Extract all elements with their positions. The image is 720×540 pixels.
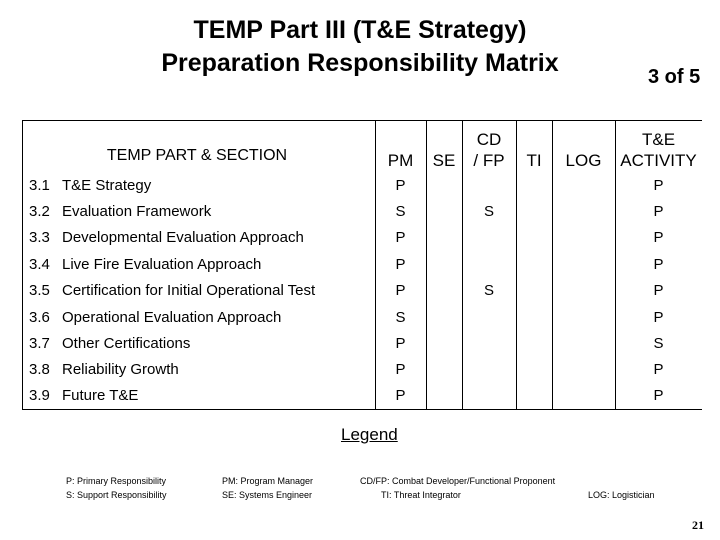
cell-te: P xyxy=(653,387,664,404)
section-number: 3.2 xyxy=(29,203,50,220)
header-cd-line-1: CD xyxy=(476,130,502,149)
cell-te: P xyxy=(653,203,664,220)
legend-support: S: Support Responsibility xyxy=(66,490,167,500)
page-title xyxy=(0,14,720,80)
section-label: Other Certifications xyxy=(62,335,191,352)
legend-systems-engineer: SE: Systems Engineer xyxy=(222,490,313,500)
header-te-line-2: ACTIVITY xyxy=(620,151,697,170)
table-row xyxy=(22,304,702,330)
cell-te: P xyxy=(653,309,664,326)
header-log xyxy=(552,121,615,171)
table-row xyxy=(22,172,702,198)
legend-program-manager: PM: Program Manager xyxy=(222,476,314,486)
cell-te: P xyxy=(653,177,664,194)
cell-pm: P xyxy=(395,256,406,273)
legend-combat-developer: CD/FP: Combat Developer/Functional Proponent xyxy=(360,476,556,486)
header-ti-label: TI xyxy=(526,151,542,170)
table-row xyxy=(22,382,702,408)
section-number: 3.5 xyxy=(29,282,50,299)
cell-te: P xyxy=(653,256,664,273)
table-row xyxy=(22,356,702,382)
header-section: TEMP PART & SECTION xyxy=(106,147,288,164)
legend-primary: P: Primary Responsibility xyxy=(66,476,167,486)
table-row xyxy=(22,277,702,303)
header-pm xyxy=(375,121,426,171)
section-label: Operational Evaluation Approach xyxy=(62,309,282,326)
section-number: 3.8 xyxy=(29,361,50,378)
legend-title: Legend xyxy=(341,425,398,444)
section-number: 3.7 xyxy=(29,335,50,352)
page-indicator: 3 of 5 xyxy=(648,66,701,88)
legend-threat-integrator: TI: Threat Integrator xyxy=(381,490,461,500)
header-se-label: SE xyxy=(432,151,456,170)
section-label: Evaluation Framework xyxy=(62,203,212,220)
header-ti xyxy=(516,121,552,171)
cell-cdfp: S xyxy=(483,203,494,220)
section-number: 3.1 xyxy=(29,177,50,194)
cell-pm: S xyxy=(395,203,406,220)
table-row xyxy=(22,224,702,250)
responsibility-matrix xyxy=(22,120,702,410)
section-number: 3.3 xyxy=(29,229,50,246)
section-label: Future T&E xyxy=(62,387,139,404)
section-number: 3.9 xyxy=(29,387,50,404)
section-label: Live Fire Evaluation Approach xyxy=(62,256,262,273)
table-row xyxy=(22,330,702,356)
page-number: 21 xyxy=(692,518,704,532)
section-label: Certification for Initial Operational Test xyxy=(62,282,316,299)
header-cdfp xyxy=(462,121,516,171)
cell-pm: P xyxy=(395,361,406,378)
section-label: Developmental Evaluation Approach xyxy=(62,229,304,246)
cell-pm: P xyxy=(395,229,406,246)
header-se xyxy=(426,121,462,171)
cell-pm: P xyxy=(395,282,406,299)
section-label: Reliability Growth xyxy=(62,361,179,378)
cell-te: P xyxy=(653,361,664,378)
title-line-2: Preparation Responsibility Matrix xyxy=(161,49,559,77)
cell-pm: P xyxy=(395,177,406,194)
cell-te: S xyxy=(653,335,664,352)
section-number: 3.6 xyxy=(29,309,50,326)
legend-logistician: LOG: Logistician xyxy=(588,490,655,500)
section-label: T&E Strategy xyxy=(62,177,152,194)
cell-te: P xyxy=(653,229,664,246)
header-cd-line-2: / FP xyxy=(473,151,505,170)
cell-pm: P xyxy=(395,335,406,352)
cell-te: P xyxy=(653,282,664,299)
header-te-activity xyxy=(615,121,702,171)
table-row xyxy=(22,251,702,277)
table-row xyxy=(22,198,702,224)
cell-pm: S xyxy=(395,309,406,326)
header-te-line-1: T&E xyxy=(641,130,676,149)
section-number: 3.4 xyxy=(29,256,50,273)
header-pm-label: PM xyxy=(387,151,414,170)
cell-pm: P xyxy=(395,387,406,404)
title-line-1: TEMP Part III (T&E Strategy) xyxy=(193,16,527,44)
header-log-label: LOG xyxy=(565,151,602,170)
cell-cdfp: S xyxy=(483,282,494,299)
